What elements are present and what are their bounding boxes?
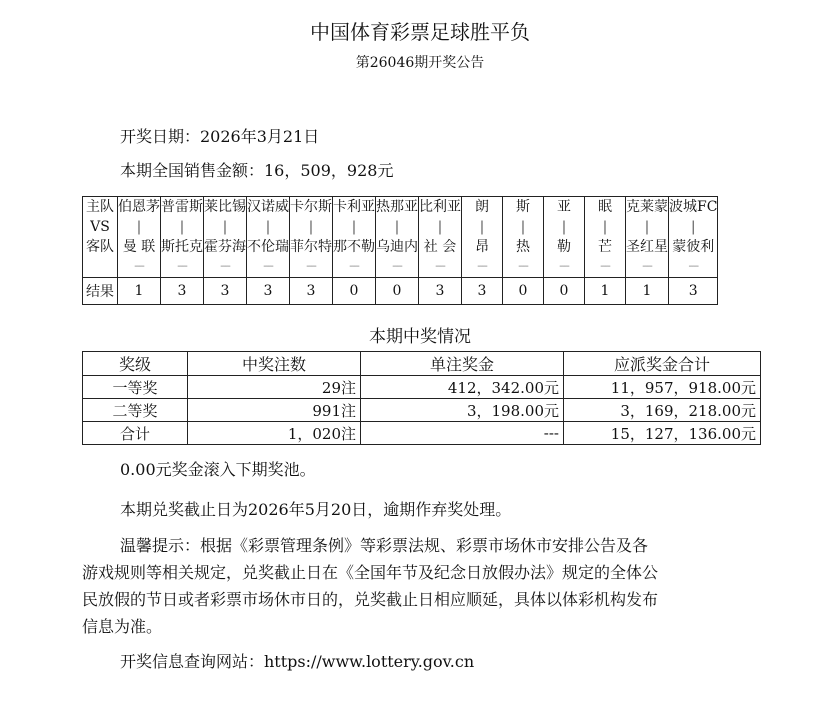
- match-result: 1: [585, 278, 626, 305]
- away-team: 蒙彼利: [672, 239, 715, 255]
- away-team: 菲尔特: [290, 239, 332, 255]
- prize-count: 1，020注: [188, 422, 361, 445]
- match-cell: 眠 | 芒 ----: [585, 197, 626, 278]
- prize-total: 11，957，918.00元: [564, 376, 761, 399]
- away-team: 社 会: [423, 239, 457, 255]
- away-team: 曼 联: [122, 239, 156, 255]
- result-label: 结果: [83, 278, 118, 305]
- draw-date: 开奖日期：2026年3月21日: [120, 127, 320, 146]
- away-team: 圣红星: [626, 239, 668, 255]
- match-result: 1: [626, 278, 669, 305]
- home-team: 亚: [557, 199, 571, 215]
- match-result: 0: [503, 278, 544, 305]
- match-cell: 汉诺威 | 不伦瑞 ----: [247, 197, 290, 278]
- home-label: 主队: [86, 199, 114, 215]
- match-table: [82, 196, 718, 305]
- tip-line: 民放假的节日或者彩票市场休市日的，兑奖截止日相应顺延，具体以体彩机构发布: [82, 590, 659, 609]
- tip-line: 游戏规则等相关规定，兑奖截止日在《全国年节及纪念日放假办法》规定的全体公: [82, 563, 659, 582]
- prize-level: 二等奖: [83, 399, 188, 422]
- match-cell: 普雷斯 | 斯托克 ----: [161, 197, 204, 278]
- away-team: 不伦瑞: [247, 239, 289, 255]
- rollover-note: 0.00元奖金滚入下期奖池。: [120, 460, 316, 479]
- home-team: 普雷斯: [161, 199, 203, 215]
- tip-line: 信息为准。: [82, 617, 163, 636]
- match-result: 1: [118, 278, 161, 305]
- match-cell: 朗 | 昂 ----: [462, 197, 503, 278]
- prize-table: [82, 351, 761, 445]
- website-link[interactable]: 开奖信息查询网站：https://www.lottery.gov.cn: [120, 652, 475, 671]
- home-team: 伯恩茅: [118, 199, 160, 215]
- prize-level: 一等奖: [83, 376, 188, 399]
- match-cell: 卡利亚 | 那不勒 ----: [333, 197, 376, 278]
- home-team: 汉诺威: [247, 199, 289, 215]
- match-result: 3: [419, 278, 462, 305]
- prize-section-title: 本期中奖情况: [369, 327, 471, 347]
- match-cell: 热那亚 | 乌迪内 ----: [376, 197, 419, 278]
- home-team: 卡利亚: [333, 199, 375, 215]
- prize-total: 3，169，218.00元: [564, 399, 761, 422]
- col-header-total: 应派奖金合计: [564, 352, 761, 376]
- match-result: 0: [333, 278, 376, 305]
- home-team: 眠: [598, 199, 612, 215]
- away-team: 热: [516, 239, 530, 255]
- away-team: 那不勒: [333, 239, 375, 255]
- vs-label: VS: [90, 219, 110, 235]
- match-cell: 亚 | 勒 ----: [544, 197, 585, 278]
- prize-level: 合计: [83, 422, 188, 445]
- tip-line: 温馨提示：根据《彩票管理条例》等彩票法规、彩票市场休市安排公告及各: [120, 536, 649, 555]
- prize-unit: 3，198.00元: [361, 399, 564, 422]
- col-header-level: 奖级: [83, 352, 188, 376]
- match-cell: 卡尔斯 | 菲尔特 ----: [290, 197, 333, 278]
- match-result: 3: [204, 278, 247, 305]
- home-team: 莱比锡: [204, 199, 246, 215]
- match-result: 3: [161, 278, 204, 305]
- match-cell: 克莱蒙 | 圣红星 ----: [626, 197, 669, 278]
- away-team: 芒: [598, 239, 612, 255]
- home-team: 波城FC: [669, 199, 718, 215]
- home-team: 比利亚: [419, 199, 461, 215]
- match-label-cell: [83, 197, 118, 278]
- away-label: 客队: [86, 239, 114, 255]
- away-team: 斯托克: [161, 239, 203, 255]
- col-header-count: 中奖注数: [188, 352, 361, 376]
- prize-unit: 412，342.00元: [361, 376, 564, 399]
- match-result: 3: [669, 278, 718, 305]
- page-subtitle: 第26046期开奖公告: [355, 55, 485, 71]
- away-team: 昂: [475, 239, 489, 255]
- away-team: 乌迪内: [376, 239, 418, 255]
- home-team: 克莱蒙: [626, 199, 668, 215]
- match-cell: 斯 | 热 ----: [503, 197, 544, 278]
- away-team: 勒: [557, 239, 571, 255]
- away-team: 霍芬海: [204, 239, 246, 255]
- table-row: [83, 422, 761, 445]
- match-result: 3: [247, 278, 290, 305]
- deadline-note: 本期兑奖截止日为2026年5月20日，逾期作弃奖处理。: [120, 500, 512, 519]
- match-result: 3: [462, 278, 503, 305]
- home-team: 卡尔斯: [290, 199, 332, 215]
- prize-count: 29注: [188, 376, 361, 399]
- home-team: 斯: [516, 199, 530, 215]
- match-result: 0: [376, 278, 419, 305]
- match-result: 0: [544, 278, 585, 305]
- col-header-unit: 单注奖金: [361, 352, 564, 376]
- table-row: [83, 399, 761, 422]
- table-row: [83, 376, 761, 399]
- match-cell: 伯恩茅 | 曼 联 ----: [118, 197, 161, 278]
- match-cell: 比利亚 | 社 会 ----: [419, 197, 462, 278]
- home-team: 热那亚: [376, 199, 418, 215]
- prize-unit: ---: [361, 422, 564, 445]
- match-result: 3: [290, 278, 333, 305]
- match-cell: 波城FC | 蒙彼利 ----: [669, 197, 718, 278]
- sales-amount: 本期全国销售金额：16，509，928元: [120, 161, 394, 180]
- prize-total: 15，127，136.00元: [564, 422, 761, 445]
- home-team: 朗: [475, 199, 489, 215]
- prize-count: 991注: [188, 399, 361, 422]
- page-title: 中国体育彩票足球胜平负: [310, 20, 530, 44]
- match-cell: 莱比锡 | 霍芬海 ----: [204, 197, 247, 278]
